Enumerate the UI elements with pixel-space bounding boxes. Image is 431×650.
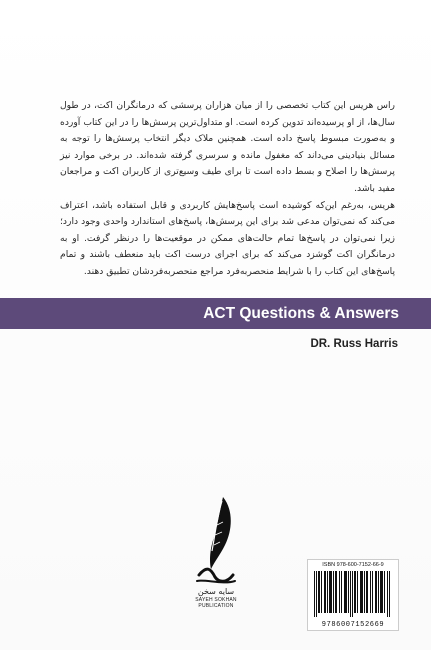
isbn-text: ISBN 978-600-7152-66-9: [322, 562, 384, 568]
author-name: DR. Russ Harris: [310, 338, 398, 350]
quill-feather-icon: [193, 495, 239, 587]
barcode-bars: [314, 571, 392, 617]
description-text: [60, 98, 395, 281]
publisher-name-fa: سایه سخن: [197, 587, 235, 596]
publisher-name-en: SAYEH SOKHAN: [195, 597, 237, 603]
description-paragraph-1: راس هریس این کتاب تخصصی را از میان هزاران پرسشی که درمانگران اکت، در طول سال‌ها، از او پرسیده‌اند تدوین کرده است. او متداول‌ترین پرسش‌ها را در این کتاب آورده و به‌صورت مبسوط پاسخ داده است. همچنین ملاک دیگر انتخاب پرسش‌ها را توجه به مسائل بنیادینی می‌داند که مغفول مانده و سرسری گرفته شده‌اند. در برخی موارد نیز پرسش‌ها را اصلاح و بسط داده است تا برای طیف وسیع‌تری از کاربران اکت و مراجعان مفید باشد.: [60, 100, 395, 194]
publisher-name-en-sub: PUBLICATION: [198, 603, 234, 609]
ean-number: 9786007152669: [321, 621, 385, 629]
description-paragraph-2: هریس، به‌رغم این‌که کوشیده است پاسخ‌هایش کاربردی و قابل استفاده باشد، اعتراف می‌کند که نمی‌توان مدعی شد برای این پرسش‌ها، پاسخ‌های استاندارد واحدی وجود دارد؛ زیرا نمی‌توان در پاسخ‌ها تمام حالت‌های ممکن در موقعیت‌ها را درنظر گرفت. او به درمانگران اکت گوشزد می‌کند که برای اجرای درست اکت باید منعطف باشند و تمام پاسخ‌های این کتاب را با شرایط منحصربه‌فرد مراجع منحصربه‌فردشان تطبیق دهند.: [60, 199, 395, 277]
barcode-panel: [307, 559, 399, 631]
book-title: ACT Questions & Answers: [203, 305, 399, 322]
publisher-logo: [188, 495, 244, 625]
title-band: [0, 298, 431, 329]
